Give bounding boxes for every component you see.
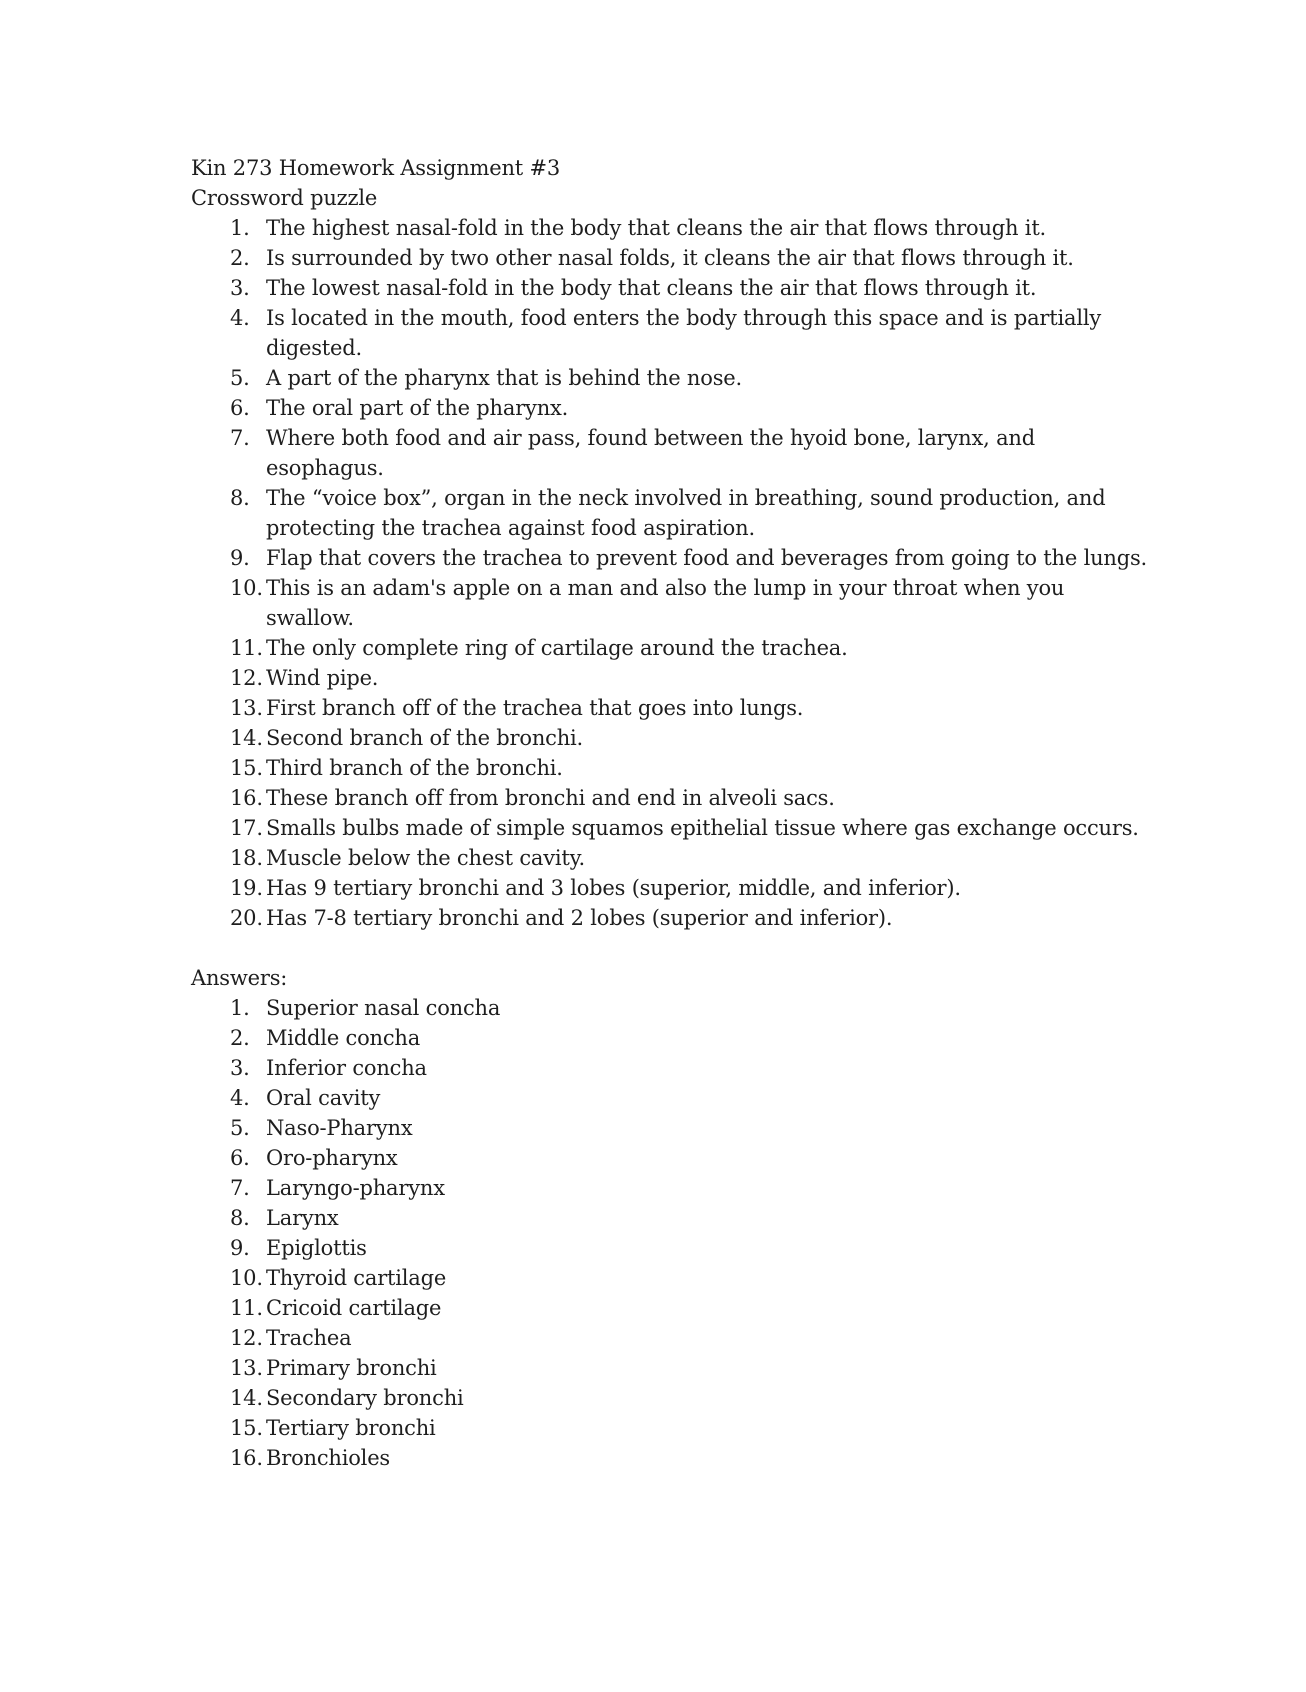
list-item [191,1413,1151,1443]
item-text: Wind pipe. [266,666,379,690]
list-item [191,873,1151,903]
item-number: 19. [230,876,263,900]
item-text: Has 7-8 tertiary bronchi and 2 lobes (superior and inferior). [266,906,893,930]
item-number: 14. [230,1386,263,1410]
item-number: 3. [230,1056,250,1080]
item-number: 4. [230,306,250,330]
item-number: 6. [230,396,250,420]
item-number: 14. [230,726,263,750]
item-number: 10. [230,576,263,600]
list-item [191,1293,1151,1323]
item-text: Tertiary bronchi [266,1416,436,1440]
clue-list [191,213,1151,933]
item-number: 8. [230,1206,250,1230]
list-item [191,1083,1151,1113]
item-text: The only complete ring of cartilage around the trachea. [266,636,848,660]
section-gap [191,933,1151,963]
item-number: 20. [230,906,263,930]
list-item [191,783,1151,813]
item-text: Epiglottis [266,1236,367,1260]
item-text: Oral cavity [266,1086,381,1110]
item-number: 16. [230,786,263,810]
item-number: 17. [230,816,263,840]
list-item [191,993,1151,1023]
item-number: 7. [230,1176,250,1200]
item-number: 6. [230,1146,250,1170]
list-item [191,633,1151,663]
list-item [191,1323,1151,1353]
list-item [191,1233,1151,1263]
list-item [191,753,1151,783]
item-text: Thyroid cartilage [266,1266,447,1290]
item-text: First branch off of the trachea that goes into lungs. [266,696,804,720]
item-text: A part of the pharynx that is behind the nose. [266,366,742,390]
list-item [191,663,1151,693]
list-item [191,903,1151,933]
list-item [191,423,1151,483]
item-text: Flap that covers the trachea to prevent food and beverages from going to the lungs. [266,546,1148,570]
list-item [191,1053,1151,1083]
item-text: Inferior concha [266,1056,427,1080]
item-number: 3. [230,276,250,300]
item-text: The lowest nasal-fold in the body that cleans the air that flows through it. [266,276,1037,300]
item-number: 4. [230,1086,250,1110]
item-number: 2. [230,246,250,270]
item-number: 9. [230,546,250,570]
item-number: 13. [230,1356,263,1380]
list-item [191,303,1151,363]
list-item [191,573,1151,633]
item-text: The oral part of the pharynx. [266,396,569,420]
list-item [191,813,1151,843]
list-item [191,693,1151,723]
item-text: Naso-Pharynx [266,1116,413,1140]
list-item [191,1353,1151,1383]
item-text: Superior nasal concha [266,996,501,1020]
item-text: Cricoid cartilage [266,1296,442,1320]
item-number: 7. [230,426,250,450]
item-text: Secondary bronchi [266,1386,464,1410]
item-number: 15. [230,1416,263,1440]
list-item [191,1113,1151,1143]
item-number: 12. [230,1326,263,1350]
item-text: Has 9 tertiary bronchi and 3 lobes (superior, middle, and inferior). [266,876,961,900]
list-item [191,1203,1151,1233]
document-title: Kin 273 Homework Assignment #3 [191,156,561,180]
item-text: Trachea [266,1326,352,1350]
item-text: Larynx [266,1206,339,1230]
item-number: 16. [230,1446,263,1470]
item-text: Laryngo-pharynx [266,1176,445,1200]
item-number: 9. [230,1236,250,1260]
document-page [191,153,1151,1473]
list-item [191,1263,1151,1293]
list-item [191,1023,1151,1053]
item-number: 18. [230,846,263,870]
list-item [191,1173,1151,1203]
item-text: Primary bronchi [266,1356,437,1380]
list-item [191,273,1151,303]
list-item [191,1383,1151,1413]
list-item [191,843,1151,873]
item-text: Second branch of the bronchi. [266,726,584,750]
answers-heading: Answers: [191,966,288,990]
list-item [191,543,1151,573]
item-text: This is an adam's apple on a man and also the lump in your throat when you swallow. [266,576,1065,630]
item-text: Oro-pharynx [266,1146,398,1170]
item-number: 8. [230,486,250,510]
list-item [191,723,1151,753]
item-text: These branch off from bronchi and end in alveoli sacs. [266,786,835,810]
item-text: Where both food and air pass, found between the hyoid bone, larynx, and esophagus. [266,426,1035,480]
list-item [191,243,1151,273]
item-text: The highest nasal-fold in the body that cleans the air that flows through it. [266,216,1047,240]
item-text: Is surrounded by two other nasal folds, it cleans the air that flows through it. [266,246,1074,270]
item-number: 11. [230,636,263,660]
document-subtitle: Crossword puzzle [191,186,378,210]
item-text: Is located in the mouth, food enters the body through this space and is partially digested. [266,306,1102,360]
list-item [191,1143,1151,1173]
item-text: Third branch of the bronchi. [266,756,563,780]
list-item [191,1443,1151,1473]
item-text: Muscle below the chest cavity. [266,846,585,870]
item-text: Bronchioles [266,1446,391,1470]
list-item [191,213,1151,243]
item-number: 1. [230,996,250,1020]
item-number: 1. [230,216,250,240]
item-number: 5. [230,1116,250,1140]
item-number: 2. [230,1026,250,1050]
item-text: Middle concha [266,1026,421,1050]
list-item [191,393,1151,423]
list-item [191,363,1151,393]
item-number: 12. [230,666,263,690]
item-number: 11. [230,1296,263,1320]
list-item [191,483,1151,543]
answer-list [191,993,1151,1473]
item-text: Smalls bulbs made of simple squamos epithelial tissue where gas exchange occurs. [266,816,1139,840]
item-number: 15. [230,756,263,780]
item-number: 5. [230,366,250,390]
item-text: The “voice box”, organ in the neck involved in breathing, sound production, and protecting the trachea against food aspiration. [266,486,1106,540]
item-number: 13. [230,696,263,720]
item-number: 10. [230,1266,263,1290]
